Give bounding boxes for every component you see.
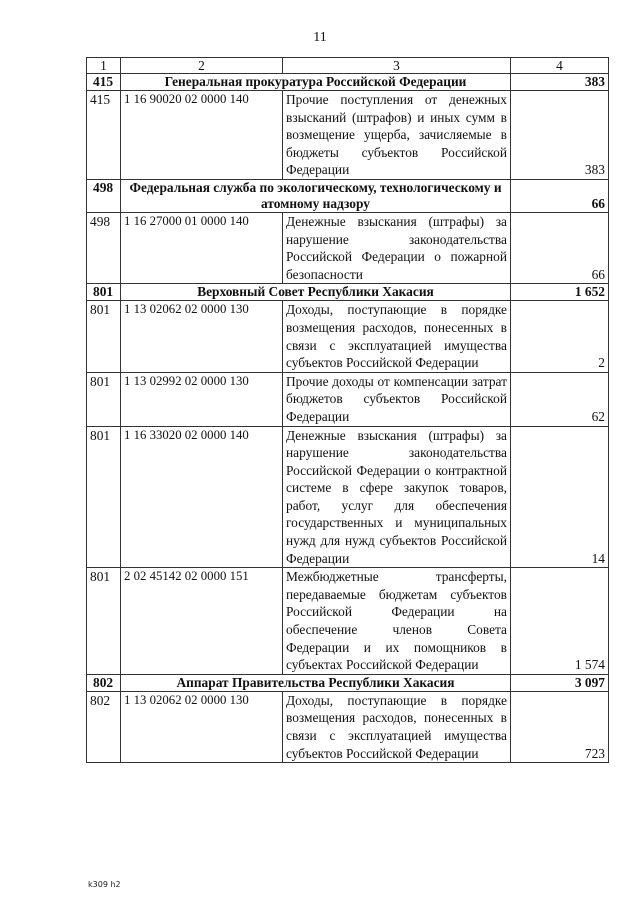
table-row — [87, 212, 609, 283]
row-amount: 2 — [511, 301, 609, 372]
document-footer-code: k309 h2 — [88, 880, 121, 889]
revenue-description: Межбюджетные трансферты, передаваемые бюджетам субъектов Российской Федерации на обеспечение членов Совета Федерации и их помощников в субъектах Российской Федерации — [283, 568, 511, 675]
table-row — [87, 372, 609, 426]
revenue-description: Прочие поступления от денежных взысканий (штрафов) и иных сумм в возмещение ущерба, зачисляемые в бюджеты субъектов Российской Федерации — [283, 91, 511, 180]
admin-code: 801 — [87, 372, 121, 426]
row-amount: 66 — [511, 212, 609, 283]
revenue-description: Прочие доходы от компенсации затрат бюджетов субъектов Российской Федерации — [283, 372, 511, 426]
admin-code: 498 — [87, 212, 121, 283]
admin-code: 802 — [87, 674, 121, 691]
admin-code: 498 — [87, 179, 121, 212]
budget-class-code: 2 02 45142 02 0000 151 — [121, 568, 283, 675]
revenue-table — [86, 57, 609, 763]
row-amount: 62 — [511, 372, 609, 426]
header-cell: 1 — [87, 58, 121, 74]
section-amount: 1 652 — [511, 284, 609, 301]
table-row — [87, 568, 609, 675]
budget-class-code: 1 13 02992 02 0000 130 — [121, 372, 283, 426]
section-title: Аппарат Правительства Республики Хакасия — [121, 674, 511, 691]
table-row — [87, 691, 609, 762]
section-title: Верховный Совет Республики Хакасия — [121, 284, 511, 301]
table-row — [87, 301, 609, 372]
row-amount: 723 — [511, 691, 609, 762]
section-row — [87, 284, 609, 301]
section-row — [87, 674, 609, 691]
budget-class-code: 1 13 02062 02 0000 130 — [121, 301, 283, 372]
budget-class-code: 1 16 33020 02 0000 140 — [121, 426, 283, 568]
table-row — [87, 426, 609, 568]
admin-code: 415 — [87, 74, 121, 91]
budget-class-code: 1 16 90020 02 0000 140 — [121, 91, 283, 180]
row-amount: 383 — [511, 91, 609, 180]
admin-code: 801 — [87, 426, 121, 568]
table-row — [87, 91, 609, 180]
section-amount: 383 — [511, 74, 609, 91]
table-header-row — [87, 58, 609, 74]
admin-code: 801 — [87, 301, 121, 372]
revenue-description: Денежные взыскания (штрафы) за нарушение законодательства Российской Федерации о пожарной безопасности — [283, 212, 511, 283]
admin-code: 801 — [87, 568, 121, 675]
revenue-description: Доходы, поступающие в порядке возмещения расходов, понесенных в связи с эксплуатацией имущества субъектов Российской Федерации — [283, 691, 511, 762]
row-amount: 14 — [511, 426, 609, 568]
section-row — [87, 179, 609, 212]
header-cell: 2 — [121, 58, 283, 74]
section-title: Генеральная прокуратура Российской Федерации — [121, 74, 511, 91]
row-amount: 1 574 — [511, 568, 609, 675]
budget-class-code: 1 13 02062 02 0000 130 — [121, 691, 283, 762]
header-cell: 4 — [511, 58, 609, 74]
revenue-description: Доходы, поступающие в порядке возмещения расходов, понесенных в связи с эксплуатацией имущества субъектов Российской Федерации — [283, 301, 511, 372]
section-amount: 66 — [511, 179, 609, 212]
admin-code: 415 — [87, 91, 121, 180]
section-row — [87, 74, 609, 91]
page-number: 11 — [313, 30, 327, 45]
admin-code: 802 — [87, 691, 121, 762]
admin-code: 801 — [87, 284, 121, 301]
section-amount: 3 097 — [511, 674, 609, 691]
budget-class-code: 1 16 27000 01 0000 140 — [121, 212, 283, 283]
section-title: Федеральная служба по экологическому, технологическому и атомному надзору — [121, 179, 511, 212]
revenue-description: Денежные взыскания (штрафы) за нарушение законодательства Российской Федерации о контрактной системе в сфере закупок товаров, работ, услуг для обеспечения государственных и муниципальных нужд для нужд субъектов Российской Федерации — [283, 426, 511, 568]
header-cell: 3 — [283, 58, 511, 74]
